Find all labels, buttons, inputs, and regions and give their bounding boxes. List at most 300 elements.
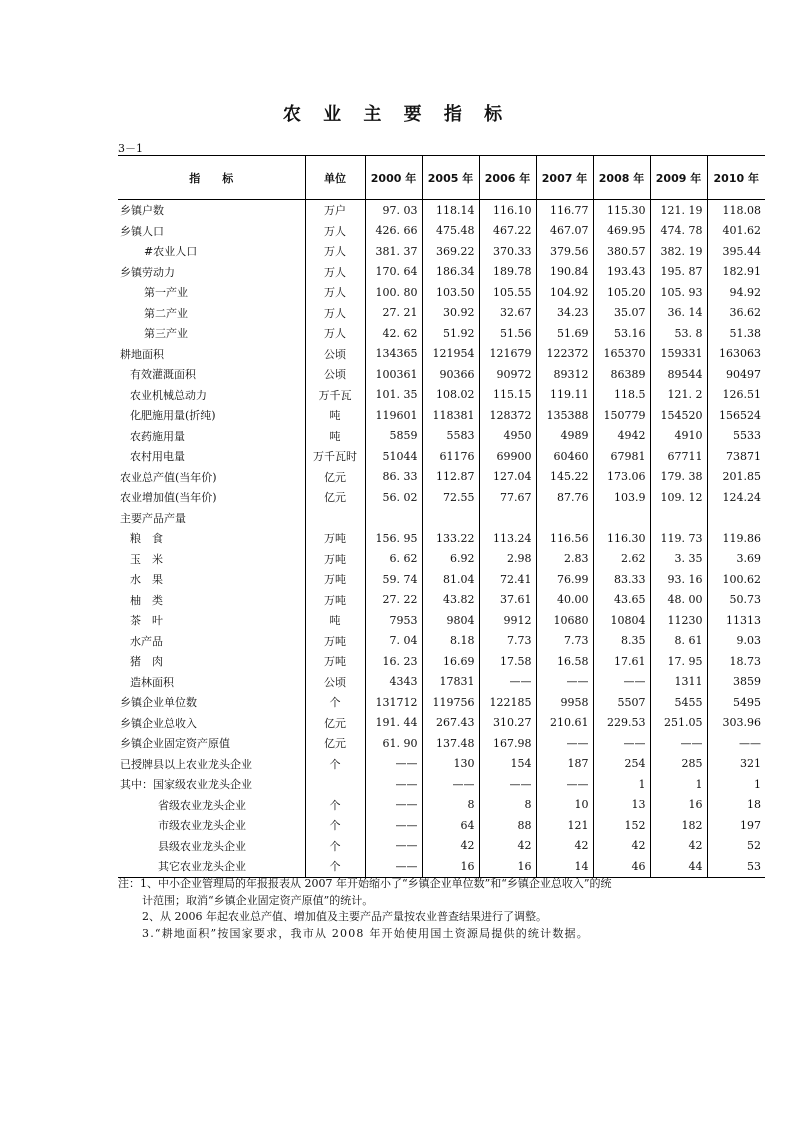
row-value-2010: 401.62 [707, 221, 765, 242]
row-indicator-name: 农村用电量 [130, 450, 185, 464]
row-value-2009: 154520 [650, 405, 707, 426]
row-value-2007: 116.77 [536, 200, 593, 221]
row-value-2009: 119. 73 [650, 528, 707, 549]
table-row [118, 446, 765, 467]
row-value-2009: 159331 [650, 344, 707, 365]
row-value-2005: 61176 [422, 446, 479, 467]
table-row [118, 590, 765, 611]
row-value-2010: 395.44 [707, 241, 765, 262]
row-indicator-name: 耕地面积 [120, 347, 164, 361]
row-value-2006: —— [479, 672, 536, 693]
row-value-2009: 121. 19 [650, 200, 707, 221]
row-indicator-name: 乡镇企业总收入 [120, 716, 197, 730]
row-value-2006: 9912 [479, 610, 536, 631]
row-unit: 万人 [305, 262, 365, 283]
row-value-2005: —— [422, 774, 479, 795]
row-value-2008: 86389 [593, 364, 650, 385]
row-value-2007: 2.83 [536, 549, 593, 570]
row-indicator-name: 水 果 [130, 573, 163, 587]
row-value-2000: 134365 [365, 344, 422, 365]
row-unit: 万户 [305, 200, 365, 221]
row-value-2006: 16 [479, 856, 536, 877]
row-value-2010: 90497 [707, 364, 765, 385]
row-value-2007: 116.56 [536, 528, 593, 549]
row-value-2008: —— [593, 733, 650, 754]
row-indicator-name: 猪 肉 [130, 655, 163, 669]
row-value-2010: —— [707, 733, 765, 754]
header-year-2006: 2006 年 [479, 156, 536, 200]
row-value-2000: —— [365, 836, 422, 857]
row-unit: 亿元 [305, 467, 365, 488]
row-value-2005: 9804 [422, 610, 479, 631]
table-row [118, 672, 765, 693]
row-value-2000: —— [365, 795, 422, 816]
row-value-2009: 182 [650, 815, 707, 836]
row-value-2005: 130 [422, 754, 479, 775]
row-value-2007: —— [536, 774, 593, 795]
table-row [118, 508, 765, 529]
row-indicator-name: 乡镇人口 [120, 224, 164, 238]
row-value-2006: 105.55 [479, 282, 536, 303]
row-value-2007: 190.84 [536, 262, 593, 283]
row-value-2010: 156524 [707, 405, 765, 426]
table-row [118, 303, 765, 324]
row-value-2005: 118.14 [422, 200, 479, 221]
row-value-2000: 97. 03 [365, 200, 422, 221]
row-value-2008: 254 [593, 754, 650, 775]
row-value-2010: 36.62 [707, 303, 765, 324]
row-value-2008: 150779 [593, 405, 650, 426]
table-row [118, 631, 765, 652]
table-row [118, 528, 765, 549]
row-value-2000: 5859 [365, 426, 422, 447]
row-unit: 万吨 [305, 569, 365, 590]
row-value-2000: 7. 04 [365, 631, 422, 652]
row-value-2000: —— [365, 754, 422, 775]
row-unit: 万吨 [305, 549, 365, 570]
row-value-2007: 10680 [536, 610, 593, 631]
row-value-2007: 122372 [536, 344, 593, 365]
row-value-2008: 67981 [593, 446, 650, 467]
row-value-2007: 121 [536, 815, 593, 836]
row-value-2005: 118381 [422, 405, 479, 426]
row-unit: 个 [305, 754, 365, 775]
row-value-2008: 10804 [593, 610, 650, 631]
table-row [118, 323, 765, 344]
table-row [118, 467, 765, 488]
row-value-2007: 34.23 [536, 303, 593, 324]
header-year-2009: 2009 年 [650, 156, 707, 200]
row-unit: 个 [305, 692, 365, 713]
table-row [118, 569, 765, 590]
row-value-2008: 4942 [593, 426, 650, 447]
row-value-2005: 119756 [422, 692, 479, 713]
row-value-2006: 189.78 [479, 262, 536, 283]
row-unit: 万千瓦时 [305, 446, 365, 467]
row-value-2007: 42 [536, 836, 593, 857]
row-value-2005: 103.50 [422, 282, 479, 303]
row-value-2006: 42 [479, 836, 536, 857]
agriculture-indicators-table [118, 155, 765, 878]
row-value-2005: 5583 [422, 426, 479, 447]
row-unit: 万人 [305, 303, 365, 324]
table-row [118, 344, 765, 365]
row-unit: 万吨 [305, 651, 365, 672]
row-indicator-name: 水产品 [130, 634, 163, 648]
row-unit: 亿元 [305, 733, 365, 754]
row-value-2005: 137.48 [422, 733, 479, 754]
row-value-2007: 145.22 [536, 467, 593, 488]
row-value-2009: 121. 2 [650, 385, 707, 406]
row-value-2006: 154 [479, 754, 536, 775]
header-year-2008: 2008 年 [593, 156, 650, 200]
row-value-2008: 152 [593, 815, 650, 836]
row-value-2006: 2.98 [479, 549, 536, 570]
row-value-2006: 310.27 [479, 713, 536, 734]
row-indicator-name: 茶 叶 [130, 614, 163, 628]
row-value-2008: 469.95 [593, 221, 650, 242]
row-value-2010: 5533 [707, 426, 765, 447]
row-indicator-name: 有效灌溉面积 [130, 368, 196, 382]
row-unit: 公顷 [305, 364, 365, 385]
row-value-2000: 4343 [365, 672, 422, 693]
row-value-2005: 8 [422, 795, 479, 816]
row-unit: 个 [305, 815, 365, 836]
row-value-2007: 14 [536, 856, 593, 877]
row-value-2006: 32.67 [479, 303, 536, 324]
row-value-2009: 382. 19 [650, 241, 707, 262]
row-value-2005: 133.22 [422, 528, 479, 549]
row-indicator-name: 造林面积 [130, 675, 174, 689]
row-value-2007: 467.07 [536, 221, 593, 242]
row-value-2008: 53.16 [593, 323, 650, 344]
row-value-2007: 40.00 [536, 590, 593, 611]
row-value-2009: 44 [650, 856, 707, 877]
row-value-2006: 72.41 [479, 569, 536, 590]
row-value-2010: 11313 [707, 610, 765, 631]
table-row [118, 549, 765, 570]
row-value-2008: 83.33 [593, 569, 650, 590]
row-value-2009: 17. 95 [650, 651, 707, 672]
footnote-2: 2、从 2006 年起农业总产值、增加值及主要产品产量按农业普查结果进行了调整。 [142, 910, 547, 923]
row-value-2000 [365, 508, 422, 529]
row-value-2010: 119.86 [707, 528, 765, 549]
row-value-2006: 4950 [479, 426, 536, 447]
row-indicator-name: 市级农业龙头企业 [158, 819, 246, 833]
row-value-2006: 128372 [479, 405, 536, 426]
row-value-2009: 16 [650, 795, 707, 816]
row-value-2000: 59. 74 [365, 569, 422, 590]
row-indicator-name: 玉 米 [130, 552, 163, 566]
row-unit: 亿元 [305, 487, 365, 508]
row-value-2000: —— [365, 815, 422, 836]
row-value-2005: 30.92 [422, 303, 479, 324]
row-indicator-name: 第三产业 [144, 327, 188, 341]
header-row [118, 156, 765, 200]
row-value-2007: 4989 [536, 426, 593, 447]
row-value-2006: 8 [479, 795, 536, 816]
row-indicator-name: 第二产业 [144, 306, 188, 320]
row-value-2000: 51044 [365, 446, 422, 467]
row-value-2006: 467.22 [479, 221, 536, 242]
table-body [118, 200, 765, 878]
row-value-2009: 251.05 [650, 713, 707, 734]
row-value-2009: 105. 93 [650, 282, 707, 303]
row-value-2000: 426. 66 [365, 221, 422, 242]
row-value-2005: 16 [422, 856, 479, 877]
row-value-2009: 195. 87 [650, 262, 707, 283]
row-value-2009: 67711 [650, 446, 707, 467]
row-unit: 万人 [305, 221, 365, 242]
row-value-2008: 173.06 [593, 467, 650, 488]
row-value-2005: 267.43 [422, 713, 479, 734]
row-unit: 个 [305, 856, 365, 877]
row-indicator-name: 第一产业 [144, 286, 188, 300]
row-value-2009: 11230 [650, 610, 707, 631]
row-unit: 万人 [305, 282, 365, 303]
row-indicator-name: 其它农业龙头企业 [118, 856, 305, 877]
row-value-2006 [479, 508, 536, 529]
row-value-2000: 119601 [365, 405, 422, 426]
row-value-2008: 105.20 [593, 282, 650, 303]
row-value-2007: 187 [536, 754, 593, 775]
footnotes [118, 876, 778, 942]
row-indicator-name: 主要产品产量 [120, 511, 186, 525]
row-indicator-name: 乡镇劳动力 [120, 265, 175, 279]
row-value-2006: 370.33 [479, 241, 536, 262]
row-indicator-name: 柚 类 [130, 593, 163, 607]
row-indicator-name: #农业人口 [144, 245, 198, 259]
row-value-2006: 127.04 [479, 467, 536, 488]
row-value-2005: 108.02 [422, 385, 479, 406]
row-value-2009: 1 [650, 774, 707, 795]
row-indicator-name: 农业机械总动力 [130, 388, 207, 402]
row-value-2010: 303.96 [707, 713, 765, 734]
table-row [118, 221, 765, 242]
row-value-2006: —— [479, 774, 536, 795]
row-value-2007: 10 [536, 795, 593, 816]
row-value-2009: —— [650, 733, 707, 754]
table-row [118, 692, 765, 713]
row-value-2009: 5455 [650, 692, 707, 713]
row-value-2008: 115.30 [593, 200, 650, 221]
table-row [118, 426, 765, 447]
row-indicator-name: 其中：国家级农业龙头企业 [120, 778, 252, 792]
row-value-2008: 118.5 [593, 385, 650, 406]
row-indicator-name: 县级农业龙头企业 [158, 839, 246, 853]
row-value-2007: 135388 [536, 405, 593, 426]
row-indicator-name: 农药施用量 [130, 429, 185, 443]
row-indicator-name: 乡镇企业固定资产原值 [120, 737, 230, 751]
row-value-2010: 94.92 [707, 282, 765, 303]
row-value-2005: 64 [422, 815, 479, 836]
row-value-2005: 475.48 [422, 221, 479, 242]
row-value-2005: 51.92 [422, 323, 479, 344]
row-value-2000: 86. 33 [365, 467, 422, 488]
row-value-2000: 27. 22 [365, 590, 422, 611]
row-value-2008: 165370 [593, 344, 650, 365]
row-indicator-name: 粮 食 [130, 532, 163, 546]
row-value-2000: 101. 35 [365, 385, 422, 406]
footnote-1-continued: 计范围；取消“乡镇企业固定资产原值”的统计。 [142, 893, 374, 907]
row-value-2007: 379.56 [536, 241, 593, 262]
row-unit: 个 [305, 795, 365, 816]
row-value-2000: 191. 44 [365, 713, 422, 734]
row-value-2008: 17.61 [593, 651, 650, 672]
table-row [118, 651, 765, 672]
header-year-2000: 2000 年 [365, 156, 422, 200]
table-row [118, 610, 765, 631]
row-value-2010: 197 [707, 815, 765, 836]
row-value-2007: 119.11 [536, 385, 593, 406]
table-row [118, 385, 765, 406]
row-value-2007: —— [536, 672, 593, 693]
row-value-2000: 100361 [365, 364, 422, 385]
row-value-2008: 35.07 [593, 303, 650, 324]
row-value-2008: 1 [593, 774, 650, 795]
row-value-2007: 7.73 [536, 631, 593, 652]
footnote-1: 注：1、中小企业管理局的年报报表从 2007 年开始缩小了“乡镇企业单位数”和“乡镇企业总收入”的统 [118, 877, 612, 890]
row-value-2006: 113.24 [479, 528, 536, 549]
table-row [118, 836, 765, 857]
row-unit: 万吨 [305, 631, 365, 652]
row-value-2007: 104.92 [536, 282, 593, 303]
row-value-2008: 42 [593, 836, 650, 857]
table-row [118, 856, 765, 877]
row-value-2009: 93. 16 [650, 569, 707, 590]
row-value-2009: 89544 [650, 364, 707, 385]
row-value-2010: 18 [707, 795, 765, 816]
row-value-2005: 8.18 [422, 631, 479, 652]
row-value-2010: 182.91 [707, 262, 765, 283]
row-value-2010: 18.73 [707, 651, 765, 672]
table-number: 3－1 [118, 142, 143, 155]
row-value-2005: 90366 [422, 364, 479, 385]
row-value-2006: 121679 [479, 344, 536, 365]
row-value-2007: 51.69 [536, 323, 593, 344]
row-value-2006: 116.10 [479, 200, 536, 221]
table-row [118, 774, 765, 795]
row-value-2009: 4910 [650, 426, 707, 447]
row-unit: 万吨 [305, 590, 365, 611]
header-year-2007: 2007 年 [536, 156, 593, 200]
row-value-2005: 6.92 [422, 549, 479, 570]
row-value-2000: 131712 [365, 692, 422, 713]
row-value-2007: 9958 [536, 692, 593, 713]
row-value-2006: 7.73 [479, 631, 536, 652]
row-value-2005 [422, 508, 479, 529]
row-value-2010: 201.85 [707, 467, 765, 488]
row-indicator-name: 化肥施用量(折纯) [130, 409, 216, 423]
row-value-2006: 122185 [479, 692, 536, 713]
row-value-2006: 90972 [479, 364, 536, 385]
row-value-2010: 5495 [707, 692, 765, 713]
table-row [118, 487, 765, 508]
row-value-2005: 43.82 [422, 590, 479, 611]
row-unit: 亿元 [305, 713, 365, 734]
row-value-2000: 156. 95 [365, 528, 422, 549]
header-year-2010: 2010 年 [707, 156, 765, 200]
row-value-2008: 103.9 [593, 487, 650, 508]
row-value-2007: 16.58 [536, 651, 593, 672]
table-row [118, 364, 765, 385]
row-value-2010: 3859 [707, 672, 765, 693]
footnote-3: 3.“耕地面积”按国家要求，我市从 2008 年开始使用国土资源局提供的统计数据。 [142, 926, 589, 940]
row-value-2008: 8.35 [593, 631, 650, 652]
table-row [118, 815, 765, 836]
row-value-2008: —— [593, 672, 650, 693]
row-value-2000: 16. 23 [365, 651, 422, 672]
row-value-2009: 48. 00 [650, 590, 707, 611]
row-value-2009: 109. 12 [650, 487, 707, 508]
row-value-2007: 87.76 [536, 487, 593, 508]
table-row [118, 754, 765, 775]
row-value-2006: 88 [479, 815, 536, 836]
row-value-2006: 51.56 [479, 323, 536, 344]
row-value-2007: 76.99 [536, 569, 593, 590]
row-value-2010: 321 [707, 754, 765, 775]
row-value-2008: 116.30 [593, 528, 650, 549]
row-value-2006: 37.61 [479, 590, 536, 611]
row-value-2010: 73871 [707, 446, 765, 467]
row-indicator-name: 省级农业龙头企业 [158, 798, 246, 812]
row-value-2010: 100.62 [707, 569, 765, 590]
table-row [118, 405, 765, 426]
row-value-2009: 285 [650, 754, 707, 775]
row-value-2009: 1311 [650, 672, 707, 693]
row-value-2008: 5507 [593, 692, 650, 713]
row-value-2005: 72.55 [422, 487, 479, 508]
row-value-2008: 13 [593, 795, 650, 816]
row-indicator-name: 农业增加值(当年价) [120, 491, 217, 505]
row-unit: 万吨 [305, 528, 365, 549]
table-row [118, 200, 765, 221]
table-row [118, 795, 765, 816]
row-value-2000: 42. 62 [365, 323, 422, 344]
row-value-2009: 36. 14 [650, 303, 707, 324]
row-indicator-name: 乡镇企业单位数 [120, 696, 197, 710]
row-value-2008 [593, 508, 650, 529]
row-value-2000: 100. 80 [365, 282, 422, 303]
row-value-2000: 56. 02 [365, 487, 422, 508]
row-value-2010: 3.69 [707, 549, 765, 570]
row-value-2000: 170. 64 [365, 262, 422, 283]
row-value-2005: 16.69 [422, 651, 479, 672]
row-value-2008: 193.43 [593, 262, 650, 283]
table-row [118, 713, 765, 734]
row-value-2010: 9.03 [707, 631, 765, 652]
row-unit: 个 [305, 836, 365, 857]
row-value-2005: 112.87 [422, 467, 479, 488]
row-value-2010: 51.38 [707, 323, 765, 344]
row-value-2008: 229.53 [593, 713, 650, 734]
row-unit: 万人 [305, 241, 365, 262]
row-value-2000: 27. 21 [365, 303, 422, 324]
row-value-2007: —— [536, 733, 593, 754]
row-value-2006: 167.98 [479, 733, 536, 754]
row-indicator-name: 已授牌县以上农业龙头企业 [120, 757, 252, 771]
row-value-2009: 42 [650, 836, 707, 857]
row-value-2008: 380.57 [593, 241, 650, 262]
row-value-2010: 53 [707, 856, 765, 877]
row-value-2000: 7953 [365, 610, 422, 631]
row-value-2006: 115.15 [479, 385, 536, 406]
row-value-2009: 8. 61 [650, 631, 707, 652]
row-value-2009: 474. 78 [650, 221, 707, 242]
row-value-2007: 210.61 [536, 713, 593, 734]
row-unit: 公顷 [305, 344, 365, 365]
row-unit [305, 774, 365, 795]
